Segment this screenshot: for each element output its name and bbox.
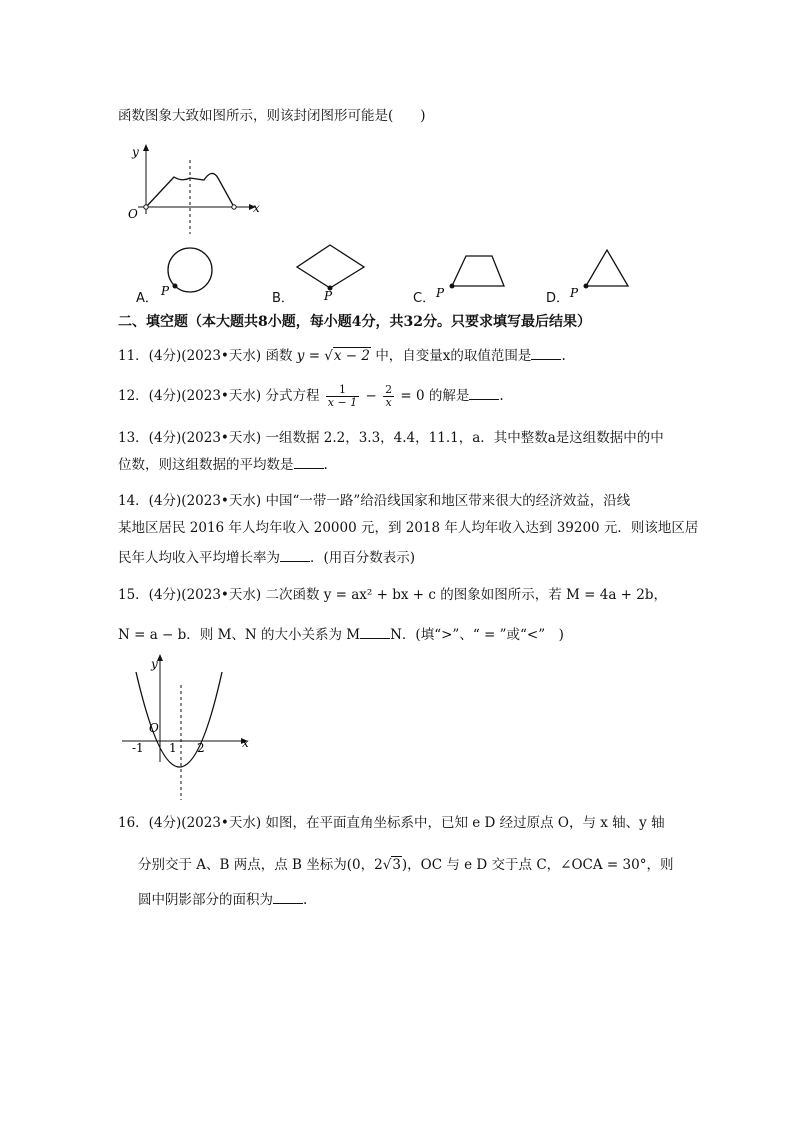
svg-text:x: x <box>242 736 249 750</box>
point-p-label: P <box>161 284 170 298</box>
q12-answer-blank[interactable] <box>469 386 499 400</box>
q11-eq: = <box>308 348 320 364</box>
q13-line1: 13．(4分)(2023•天水) 一组数据 2.2，3.3，4.4，11.1，a．其中整数a是这组数据中的中 <box>118 430 664 446</box>
y-label: y <box>132 145 139 159</box>
q16-line2: 分别交于 A、B 两点，点 B 坐标为(0，2√3)，OC 与 e D 交于点 C，∠OCA = 30°，则 <box>138 857 674 873</box>
option-b-label: B． <box>272 291 294 306</box>
svg-text:O: O <box>149 721 159 735</box>
option-a-circle <box>155 243 220 303</box>
q10-function-graph <box>118 140 268 240</box>
svg-text:1: 1 <box>169 741 177 755</box>
q14-line3: 民年人均收入平均增长率为 ．(用百分数表示) <box>118 550 416 566</box>
q11-answer-blank[interactable] <box>531 346 561 360</box>
q11-suffix: 中，自变量x的取值范围是 <box>375 348 532 364</box>
point-p-label: P <box>570 286 579 300</box>
q15-answer-blank[interactable] <box>360 625 390 639</box>
option-c-label: C． <box>413 291 436 306</box>
x-label: x <box>253 201 260 215</box>
q12-suffix: 的解是 <box>428 388 470 404</box>
q13-answer-blank[interactable] <box>294 455 324 469</box>
q13-line2: 位数，则这组数据的平均数是 . <box>118 457 328 473</box>
q11: 11．(4分)(2023•天水) 函数 y = √x − 2 中，自变量x的取值范围是 . <box>118 348 566 364</box>
q10-text: 函数图象大致如图所示，则该封闭图形可能是( ) <box>118 108 426 124</box>
q16-answer-blank[interactable] <box>273 890 303 904</box>
q16-line1: 16．(4分)(2023•天水) 如图，在平面直角坐标系中，已知 e D 经过原点 O，与 x 轴、y 轴 <box>118 815 665 831</box>
option-a-label: A． <box>136 291 158 306</box>
svg-text:2: 2 <box>197 741 205 755</box>
option-c-trapezoid <box>432 248 512 303</box>
q12-prefix: 12．(4分)(2023•天水) 分式方程 <box>118 388 320 404</box>
q12-fraction-2: $\frac{2}{x}$ <box>385 383 393 409</box>
svg-text:y: y <box>151 657 158 671</box>
q14-line2: 某地区居民 2016 年人均年收入 20000 元，到 2018 年人均年收入达到 39200 元．则该地区居 <box>118 520 699 536</box>
origin-label: O <box>128 207 138 221</box>
section-title: 二、填空题（本大题共8小题，每小题4分，共32分。只要求填写最后结果） <box>118 314 591 330</box>
option-d-label: D． <box>546 291 570 306</box>
q12-fraction-1: $\frac{1}{x - 1}$ <box>327 383 358 409</box>
q11-prefix: 11．(4分)(2023•天水) 函数 <box>118 348 293 364</box>
q12: 12．(4分)(2023•天水) 分式方程 $\frac{1}{x - 1}$ − $\frac{2}{x}$ = 0 的解是 . <box>118 383 504 409</box>
q16-line3: 圆中阴影部分的面积为 . <box>138 892 308 908</box>
q11-radicand: x − 2 <box>333 348 371 364</box>
point-p-label: P <box>436 286 445 300</box>
q15-line2: N = a − b．则 M、N 的大小关系为 M N．(填“>”、“ = ”或“<” ) <box>118 627 564 643</box>
q11-func-y: y <box>296 348 305 364</box>
q15-parabola-graph <box>118 652 258 802</box>
q14-answer-blank[interactable] <box>280 548 310 562</box>
point-p-label: P <box>324 289 333 303</box>
option-d-triangle <box>566 243 636 303</box>
option-b-rhombus <box>292 240 372 305</box>
q15-line1: 15．(4分)(2023•天水) 二次函数 y = ax² + bx + c 的图象如图所示，若 M = 4a + 2b， <box>118 587 667 603</box>
svg-text:-1: -1 <box>132 741 144 755</box>
parabola-curve <box>136 672 222 767</box>
q14-line1: 14．(4分)(2023•天水) 中国“一带一路”给沿线国家和地区带来很大的经济效益，沿线 <box>118 493 631 509</box>
